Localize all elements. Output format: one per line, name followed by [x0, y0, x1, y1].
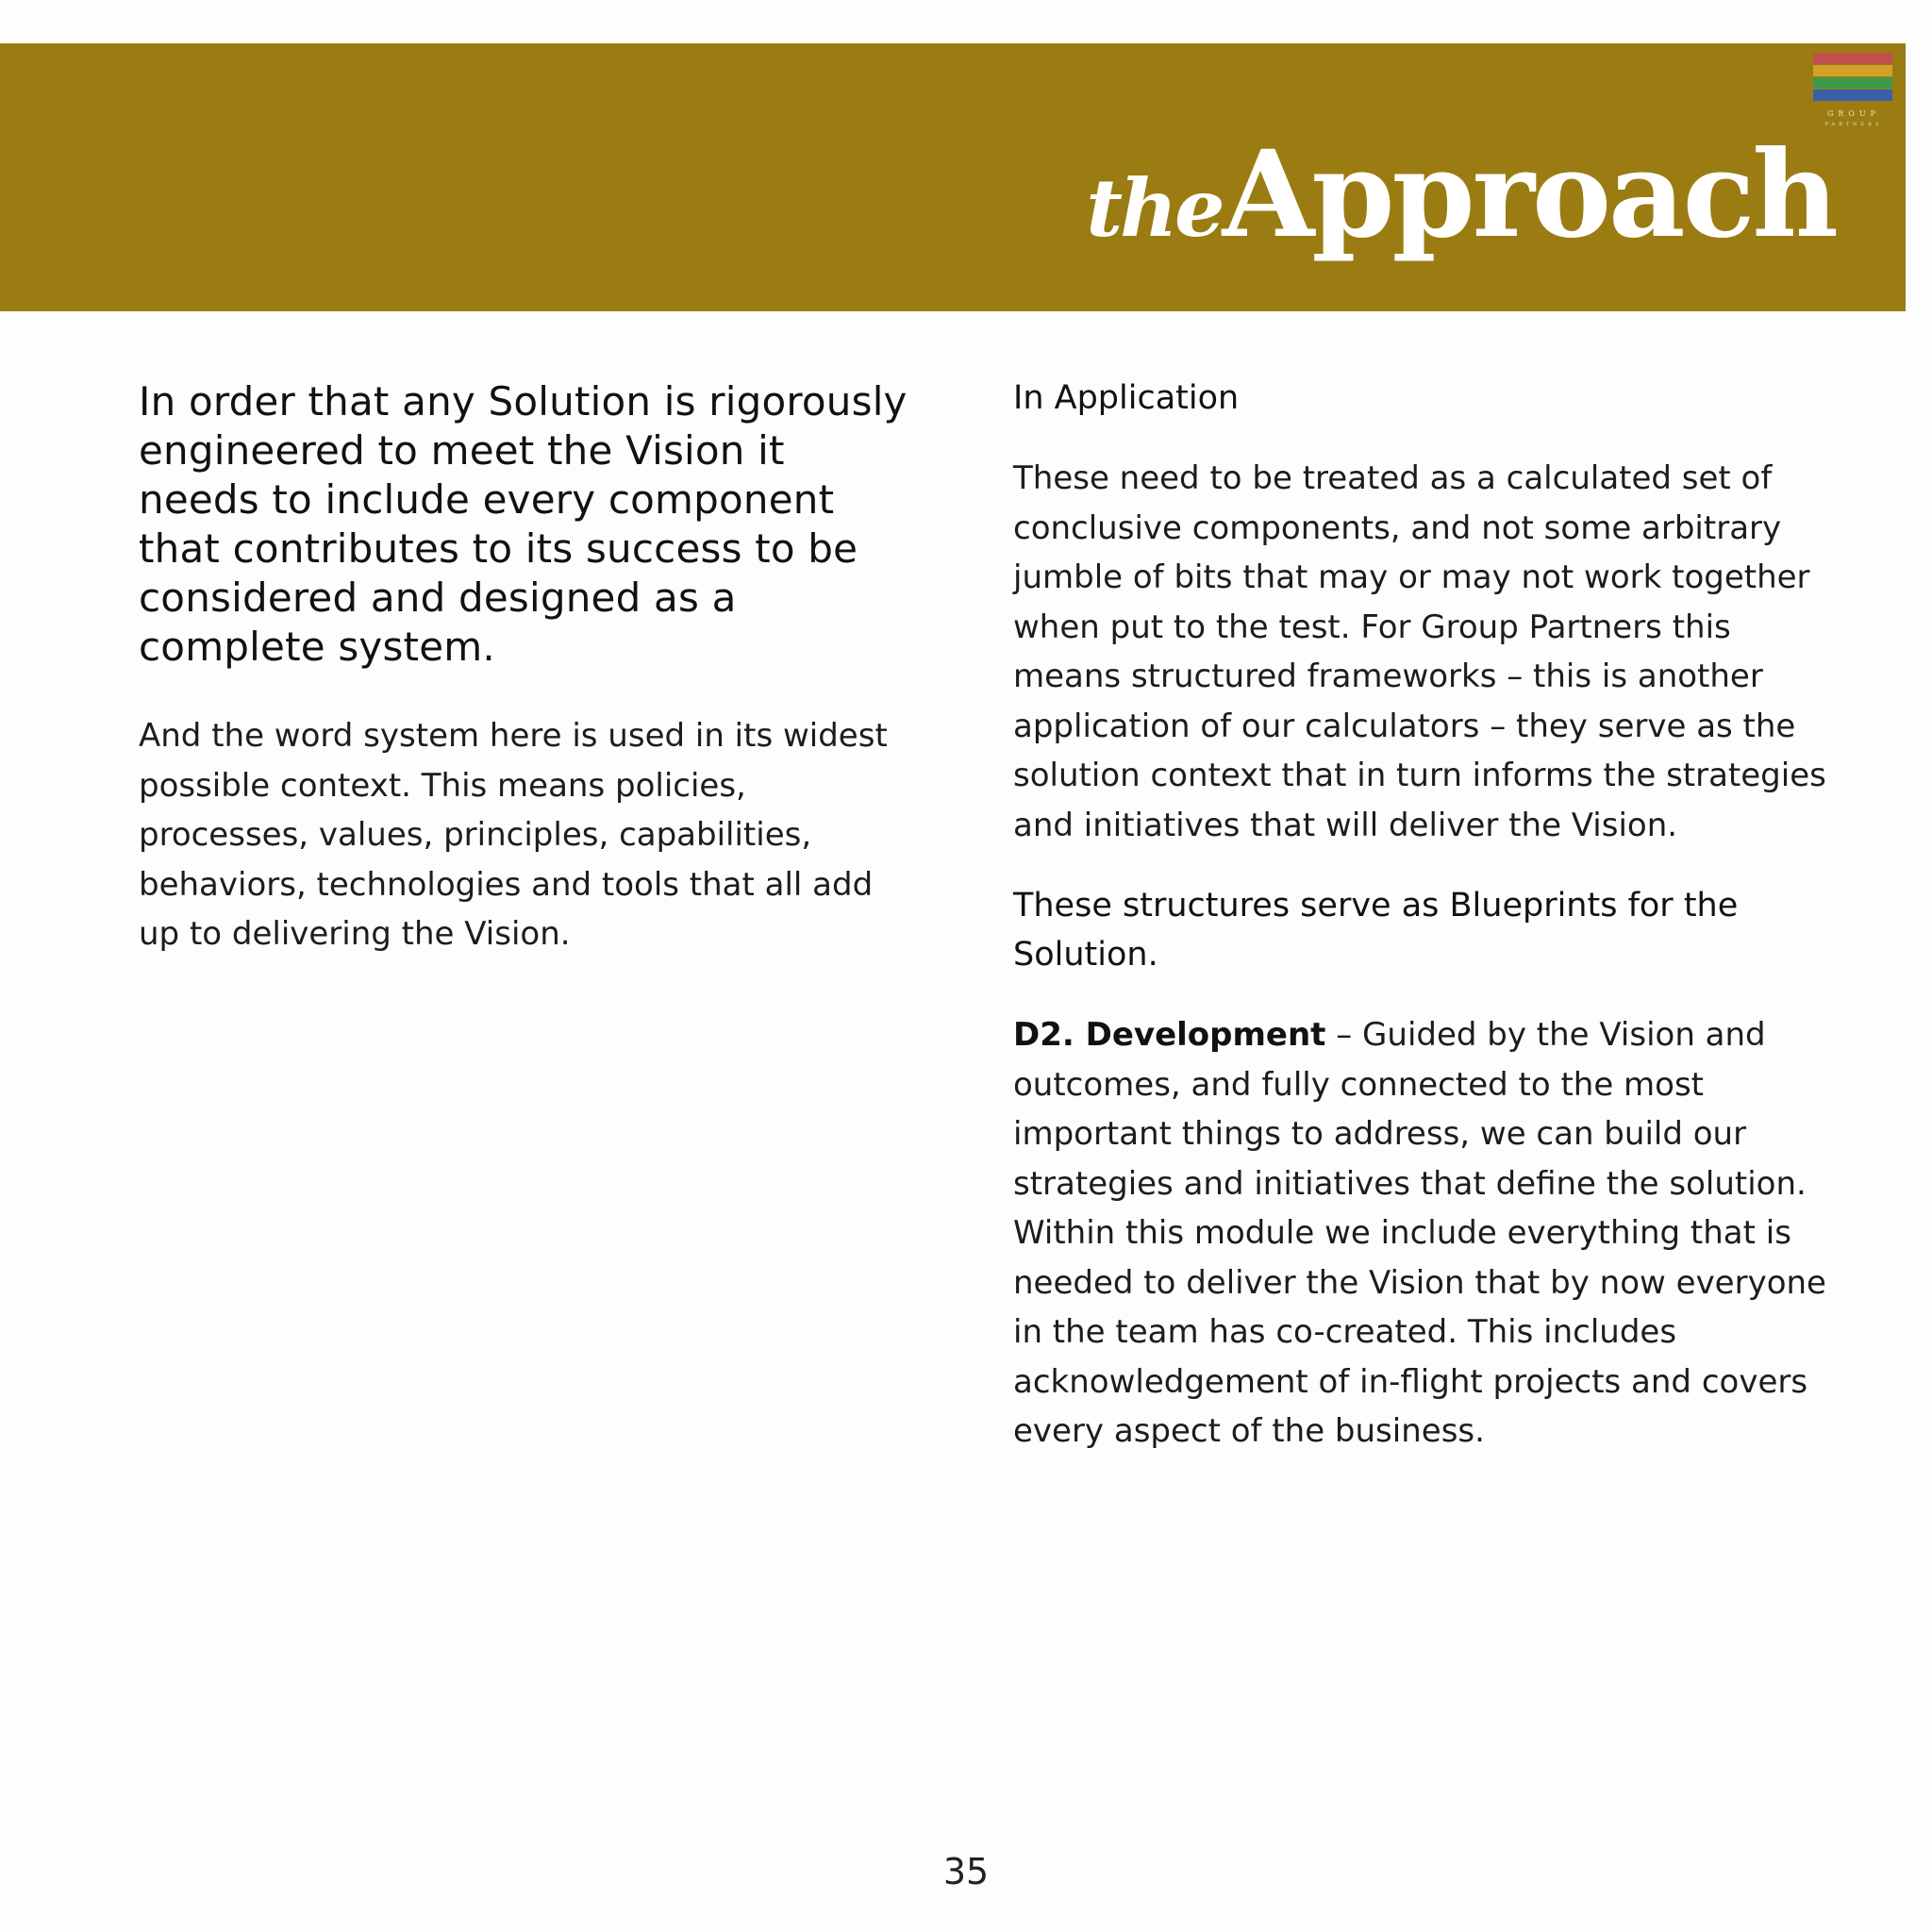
logo-word-group: GROUP	[1826, 109, 1881, 118]
page-title-main: Approach	[1222, 125, 1836, 264]
application-paragraph: These need to be treated as a calculated set of conclusive components, and not some arbitrary jumble of bits that may or may not work together when put to the test. For Group Partners this means structured frameworks – this is another application of our calculators – they serve as the solution context that in turn informs the strategies and initiatives that will deliver the Vision.	[1013, 459, 1826, 844]
page-title	[1086, 125, 1836, 264]
blueprints-heading: These structures serve as Blueprints for the Solution.	[1013, 887, 1739, 974]
logo-stripe-orange	[1813, 65, 1892, 76]
logo-word-partners: PARTNERS	[1824, 122, 1883, 127]
lead-statement: In order that any Solution is rigorously engineered to meet the Vision it needs to include every component that contributes to its success to be considered and designed as a complete system.	[139, 378, 908, 670]
development-label: D2. Development	[1013, 1016, 1326, 1054]
right-column	[1013, 374, 1843, 1457]
group-partners-logo	[1813, 53, 1894, 134]
logo-stripe-green	[1813, 77, 1892, 89]
in-application-heading: In Application	[1013, 379, 1240, 417]
development-paragraph	[1013, 1010, 1843, 1457]
logo-stripe-blue	[1813, 90, 1892, 101]
logo-stripe-red	[1813, 53, 1892, 64]
development-text: – Guided by the Vision and outcomes, and fully connected to the most important things to address, we can build our strategies and initiatives that define the solution. Within this module we include everything that is needed to deliver the Vision that by now everyone in the team has co-created. This includes acknowledgement of in-flight projects and covers every aspect of the business.	[1013, 1016, 1826, 1450]
page-title-prefix: the	[1086, 161, 1223, 255]
page-number: 35	[942, 1851, 990, 1892]
left-column	[139, 377, 912, 959]
system-paragraph: And the word system here is used in its widest possible context. This means policies, processes, values, principles, capabilities, behaviors, technologies and tools that all add up to delivering the Vision.	[139, 717, 888, 953]
